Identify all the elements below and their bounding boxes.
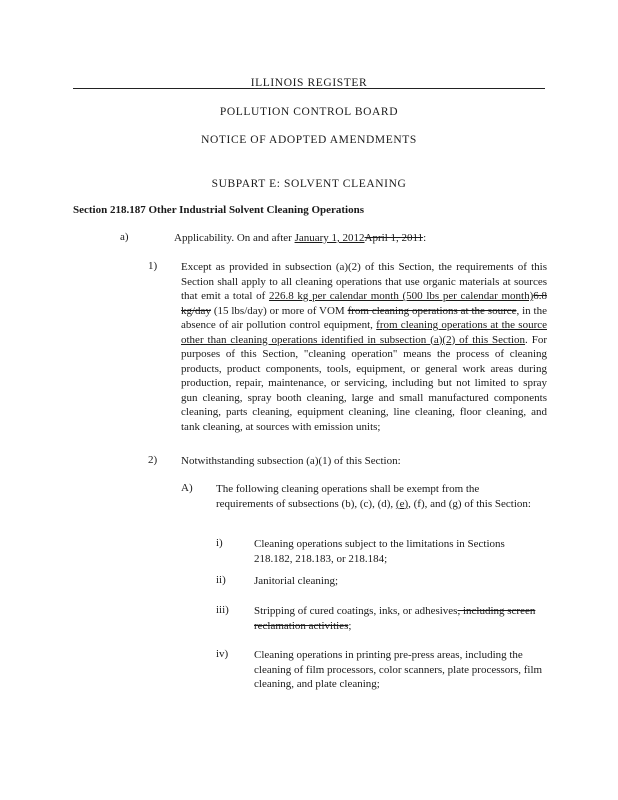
a1-text-part-2: (15 lbs/day) or more of VOM [210, 304, 348, 317]
a2A-text-part-2: (f), and (g) of this Section: [410, 497, 531, 510]
subsection-a1-label: 1) [148, 260, 158, 272]
subsection-a1-text [181, 260, 547, 434]
applicability-text: Applicability. On and after [174, 232, 295, 244]
subsection-a-label: a) [120, 231, 129, 243]
a1-text-part-4: . For purposes of this Section, "cleaning operation" means the process of cleaning products, product components, tools, equipment, or general work areas during production, repair, maintenance, or servicing, including but not limited to spray gun cleaning, spray booth cleaning, large and small manufactured components cleaning, parts cleaning, equipment cleaning, line cleaning, floor cleaning, and tank cleaning, at sources with emission units; [181, 333, 547, 433]
item-iv-label: iv) [216, 648, 229, 660]
subsection-a2A-label: A) [181, 482, 193, 494]
register-title: ILLINOIS REGISTER [250, 77, 368, 89]
board-title: POLLUTION CONTROL BOARD [219, 106, 399, 118]
item-i-label: i) [216, 537, 223, 549]
inserted-date: January 1, 2012 [294, 232, 365, 244]
iii-deleted-phrase: , including screen reclamation activities [254, 605, 536, 632]
a1-text-part-1: Except as provided in subsection (a)(2) of this Section, the requirements of this Section shall apply to all cleaning operations that use organic materials at sources that emit a total of [181, 261, 547, 302]
section-heading: Section 218.187 Other Industrial Solvent Cleaning Operations [73, 204, 365, 216]
item-ii-label: ii) [216, 574, 226, 586]
item-ii-text: Janitorial cleaning; [254, 575, 338, 587]
iii-text-part-2: ; [348, 619, 352, 632]
item-iii-label: iii) [216, 604, 229, 616]
item-iv-text: Cleaning operations in printing pre-press areas, including the cleaning of film processors, color scanners, plate processors, film cleaning, and plate cleaning; [254, 649, 543, 690]
subsection-a2A-text [216, 482, 536, 511]
a1-deleted-threshold: 6.8 kg/day [181, 290, 547, 317]
subsection-a2-text: Notwithstanding subsection (a)(1) of this Section: [181, 455, 401, 467]
a1-text-part-3: , in the absence of air pollution control equipment, [181, 304, 547, 331]
subsection-a-text [174, 231, 574, 246]
notice-title: NOTICE OF ADOPTED AMENDMENTS [201, 134, 417, 146]
item-iii-text [254, 604, 544, 633]
subsection-a2-label: 2) [148, 454, 158, 466]
a1-deleted-phrase: from cleaning operations at the source [347, 304, 517, 317]
a1-inserted-phrase: from cleaning operations at the source other than cleaning operations identified in subsection (a)(2) of this Section [181, 319, 547, 346]
a2A-inserted-e: (e), [395, 497, 411, 510]
a2A-text-part-1: The following cleaning operations shall be exempt from the requirements of subsections (b), (c), (d), [216, 483, 480, 510]
applicability-colon: : [423, 232, 427, 244]
subpart-title: SUBPART E: SOLVENT CLEANING [211, 178, 407, 190]
item-i-text: Cleaning operations subject to the limitations in Sections 218.182, 218.183, or 218.184; [254, 538, 505, 565]
iii-text-part-1: Stripping of cured coatings, inks, or adhesives [254, 605, 458, 617]
deleted-date: April 1, 2011 [364, 232, 424, 244]
header-rule [73, 88, 545, 89]
a1-inserted-threshold: 226.8 kg per calendar month (500 lbs per calendar month) [268, 290, 534, 302]
